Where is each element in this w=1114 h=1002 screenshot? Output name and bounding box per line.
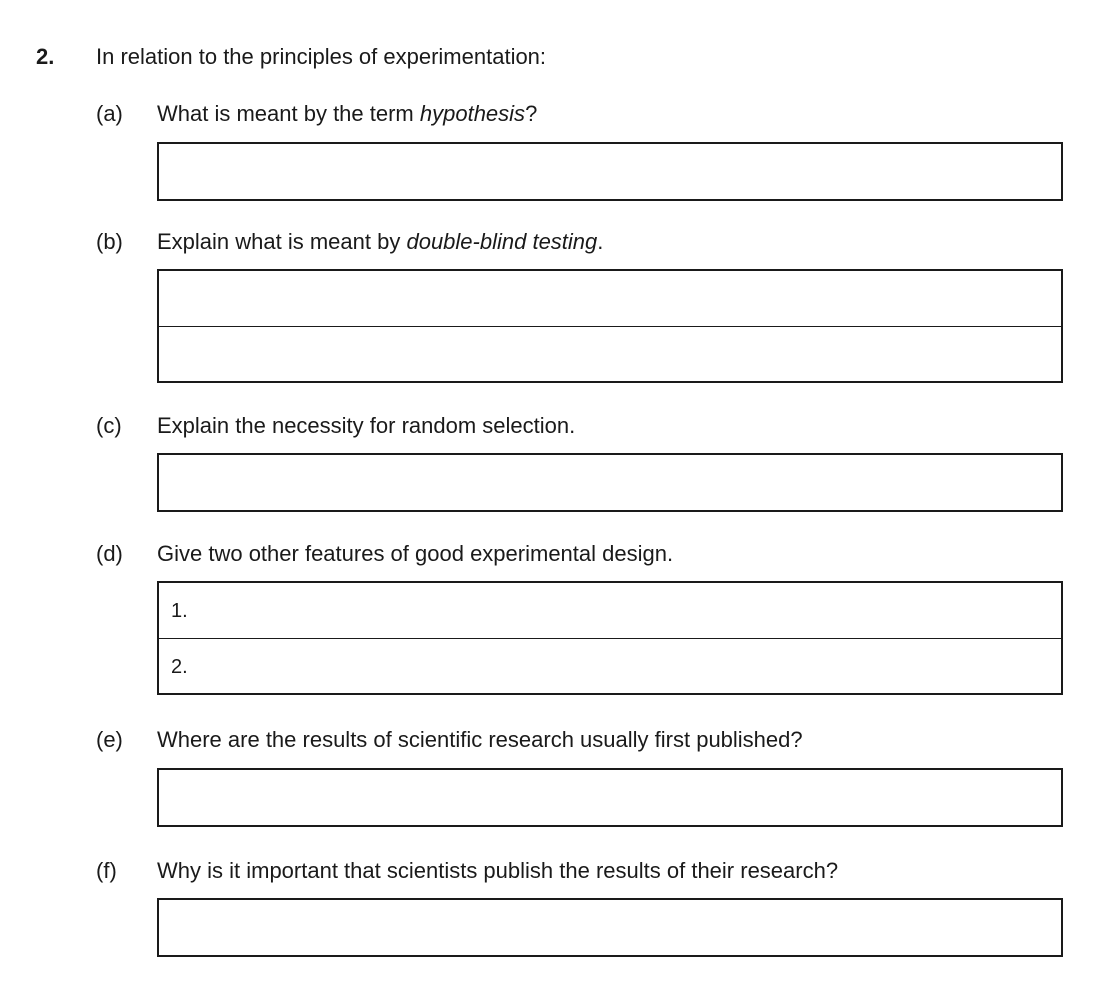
part-c-answer-box[interactable] [157,453,1063,512]
part-d-question: Give two other features of good experimental design. [157,541,674,566]
answer-line[interactable] [159,900,1061,955]
part-c-label: (c) [96,413,122,438]
part-a-term: hypothesis [419,101,526,126]
answer-line[interactable] [159,583,1061,638]
part-f-label: (f) [96,858,117,883]
answer-line[interactable] [159,455,1061,510]
part-f-answer-box[interactable] [157,898,1063,957]
part-a-answer-box[interactable] [157,142,1063,201]
part-d-answer-box[interactable] [157,581,1063,695]
line-number: 1. [171,600,188,622]
part-e-label: (e) [96,727,123,752]
line-number: 2. [171,656,188,678]
part-e-question: Where are the results of scientific research usually first published? [157,727,803,752]
part-d-label: (d) [96,541,123,566]
part-c-question: Explain the necessity for random selection. [157,413,576,438]
part-a-punct: ? [525,101,538,126]
part-a-question [157,101,537,127]
part-b-text: Explain what is meant by [157,229,407,254]
part-a-text: What is meant by the term [157,101,420,126]
answer-line[interactable] [159,144,1061,199]
part-f-question: Why is it important that scientists publish the results of their research? [157,858,839,883]
part-b-label: (b) [96,229,123,254]
part-a-label: (a) [96,101,123,126]
answer-line[interactable] [159,638,1061,693]
answer-line[interactable] [159,326,1061,381]
part-b-punct: . [597,229,604,254]
answer-line[interactable] [159,770,1061,825]
part-b-answer-box[interactable] [157,269,1063,383]
answer-line[interactable] [159,271,1061,326]
question-number: 2. [36,44,55,69]
part-b-term: double-blind testing [406,229,598,254]
part-b-question [157,229,603,255]
part-e-answer-box[interactable] [157,768,1063,827]
question-intro: In relation to the principles of experimentation: [96,44,547,69]
